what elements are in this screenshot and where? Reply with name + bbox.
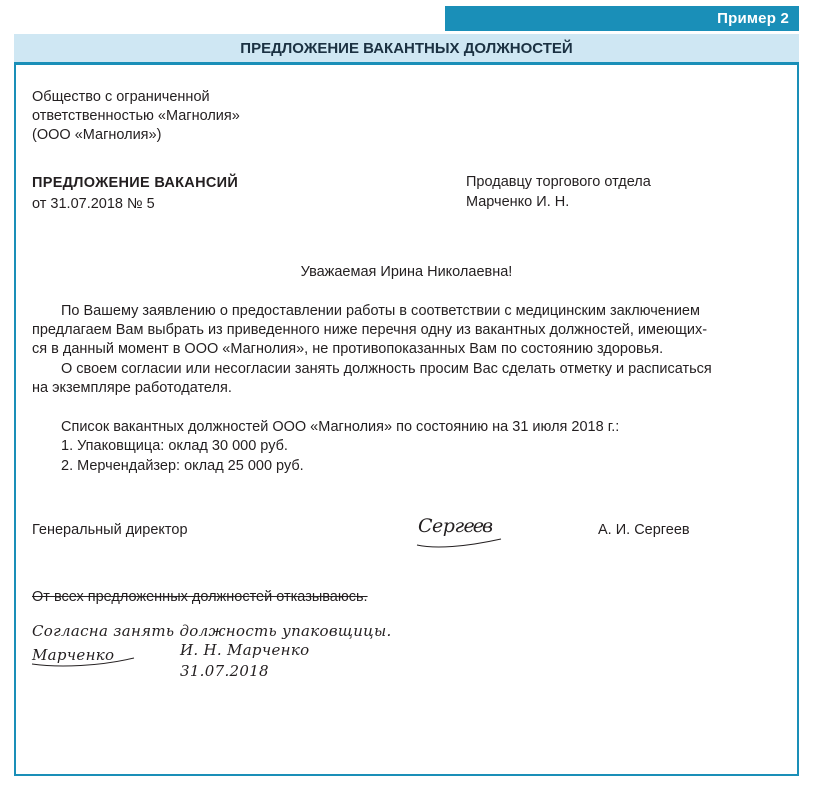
page-title: ПРЕДЛОЖЕНИЕ ВАКАНТНЫХ ДОЛЖНОСТЕЙ	[240, 40, 573, 57]
organization-line-3: (ООО «Магнолия»)	[32, 127, 162, 143]
document-date-number: от 31.07.2018 № 5	[32, 196, 155, 212]
refusal-option: От всех предложенных должностей отказываюсь.	[32, 589, 368, 605]
consent-statement: Согласна занять должность упаковщицы.	[32, 622, 392, 640]
example-label: Пример 2	[717, 10, 789, 27]
vacancy-list-item: 2. Мерчендайзер: оклад 25 000 руб.	[61, 458, 304, 474]
paragraph-1-line-1: По Вашему заявлению о предоставлении работы в соответствии с медицинским заключением	[61, 303, 700, 319]
organization-line-2: ответственностью «Магнолия»	[32, 108, 240, 124]
director-signature-flourish	[415, 535, 505, 551]
response-date-handwritten: 31.07.2018	[180, 662, 269, 680]
recipient-name: Марченко И. Н.	[466, 194, 570, 210]
example-tab	[445, 6, 799, 31]
paragraph-2-line-1: О своем согласии или несогласии занять должность просим Вас сделать отметку и расписаться	[61, 361, 712, 377]
vacancy-list-intro: Список вакантных должностей ООО «Магнолия» по состоянию на 31 июля 2018 г.:	[61, 419, 620, 435]
paragraph-1-line-2: предлагаем Вам выбрать из приведенного ниже перечня одну из вакантных должностей, имеющих-	[32, 322, 708, 338]
paragraph-1-line-3: ся в данный момент в ООО «Магнолия», не противопоказанных Вам по состоянию здоровья.	[32, 341, 664, 357]
recipient-position: Продавцу торгового отдела	[466, 174, 651, 190]
document-title-bar	[14, 34, 799, 65]
director-handwritten-signature: Сергеев	[418, 515, 492, 537]
paragraph-2-line-2: на экземпляре работодателя.	[32, 380, 232, 396]
organization-line-1: Общество с ограниченной	[32, 89, 210, 105]
employee-signature-flourish	[30, 656, 140, 670]
employee-name-handwritten: И. Н. Марченко	[180, 641, 310, 659]
signatory-position: Генеральный директор	[32, 522, 188, 538]
signatory-name: А. И. Сергеев	[598, 522, 690, 538]
vacancy-list-item: 1. Упаковщица: оклад 30 000 руб.	[61, 438, 288, 454]
document-name: ПРЕДЛОЖЕНИЕ ВАКАНСИЙ	[32, 175, 239, 191]
employee-handwritten-signature: Марченко	[32, 646, 115, 664]
greeting: Уважаемая Ирина Николаевна!	[300, 264, 513, 280]
